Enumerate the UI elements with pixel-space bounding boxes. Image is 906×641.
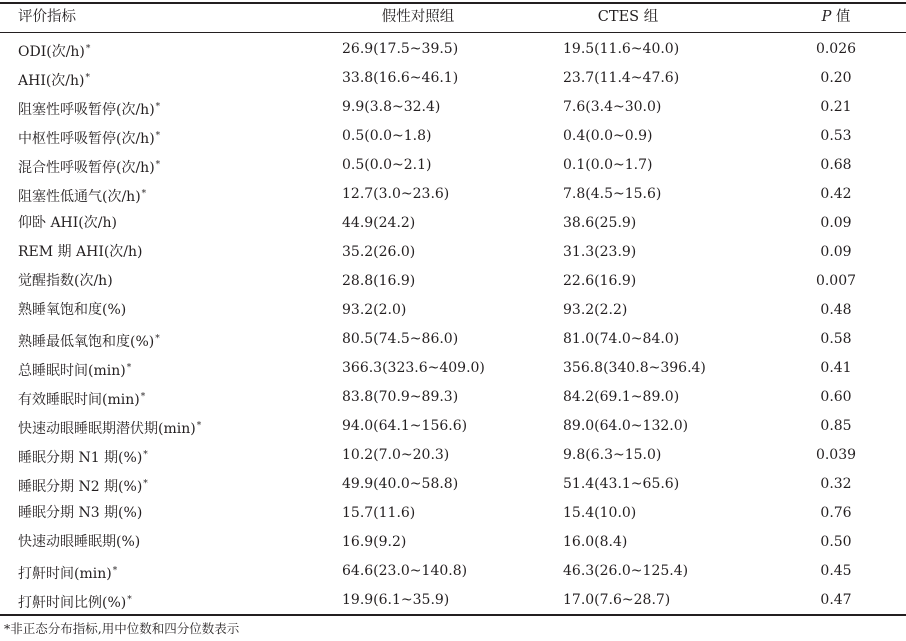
indicator-label: 总睡眠时间(min) <box>18 363 126 379</box>
header-indicator: 评价指标 <box>18 9 76 25</box>
table-row <box>0 354 906 383</box>
ctes-group-cell: 356.8(340.8~396.4) <box>563 360 706 376</box>
table-row <box>0 296 906 325</box>
ctes-group-cell: 15.4(10.0) <box>563 505 637 521</box>
p-value-cell: 0.32 <box>820 476 852 492</box>
ctes-group-cell: 7.6(3.4~30.0) <box>563 99 662 115</box>
indicator-label: 睡眠分期 N2 期(%) <box>18 479 143 495</box>
indicator-label: 仰卧 AHI(次/h) <box>18 215 117 231</box>
p-value-cell: 0.039 <box>815 447 857 463</box>
non-normal-marker: * <box>155 334 160 344</box>
indicator-label: 觉醒指数(次/h) <box>18 273 113 289</box>
non-normal-marker: * <box>141 189 147 199</box>
ctes-group-cell: 16.0(8.4) <box>563 534 628 550</box>
p-value-cell: 0.09 <box>820 244 852 260</box>
ctes-group-cell: 9.8(6.3~15.0) <box>563 447 662 463</box>
indicator-label: 睡眠分期 N1 期(%) <box>18 450 143 466</box>
table-row <box>0 151 906 180</box>
table-row <box>0 64 906 93</box>
indicator-label: 熟睡最低氧饱和度(%) <box>18 334 155 350</box>
table-header-rule <box>0 32 906 33</box>
p-value-cell: 0.42 <box>820 186 852 202</box>
sham-group-cell: 33.8(16.6~46.1) <box>342 70 459 86</box>
p-value-cell: 0.026 <box>815 41 857 57</box>
indicator-cell <box>18 383 145 412</box>
sham-group-cell: 64.6(23.0~140.8) <box>342 563 468 579</box>
indicator-cell <box>18 122 160 151</box>
indicator-cell <box>18 151 160 180</box>
sham-group-cell: 49.9(40.0~58.8) <box>342 476 459 492</box>
ctes-group-cell: 46.3(26.0~125.4) <box>563 563 689 579</box>
header-p-value <box>786 3 886 32</box>
table-row <box>0 499 906 528</box>
sham-group-cell: 35.2(26.0) <box>342 244 416 260</box>
table-row <box>0 93 906 122</box>
sham-group-cell: 0.5(0.0~2.1) <box>342 157 432 173</box>
ctes-group-cell: 38.6(25.9) <box>563 215 637 231</box>
table-row <box>0 238 906 267</box>
ctes-group-cell: 81.0(74.0~84.0) <box>563 331 680 347</box>
sham-group-cell: 12.7(3.0~23.6) <box>342 186 450 202</box>
ctes-group-cell: 22.6(16.9) <box>563 273 637 289</box>
p-value-cell: 0.21 <box>820 99 852 115</box>
table-row <box>0 35 906 64</box>
table-row <box>0 267 906 296</box>
indicator-label: AHI(次/h) <box>18 73 85 89</box>
table-row <box>0 557 906 586</box>
ctes-group-cell: 84.2(69.1~89.0) <box>563 389 680 405</box>
ctes-group-cell: 0.1(0.0~1.7) <box>563 157 653 173</box>
indicator-cell <box>18 267 113 296</box>
indicator-label: 阻塞性呼吸暂停(次/h) <box>18 102 155 118</box>
ctes-group-cell: 7.8(4.5~15.6) <box>563 186 662 202</box>
indicator-cell <box>18 209 117 238</box>
non-normal-marker: * <box>112 566 118 576</box>
sham-group-cell: 0.5(0.0~1.8) <box>342 128 432 144</box>
indicator-label: 混合性呼吸暂停(次/h) <box>18 160 155 176</box>
p-value-cell: 0.50 <box>820 534 852 550</box>
table-row <box>0 122 906 151</box>
table-row <box>0 325 906 354</box>
indicator-cell <box>18 238 143 267</box>
table-row <box>0 528 906 557</box>
sham-group-cell: 94.0(64.1~156.6) <box>342 418 468 434</box>
p-value-cell: 0.45 <box>820 563 852 579</box>
non-normal-marker: * <box>85 44 91 54</box>
sham-group-cell: 15.7(11.6) <box>342 505 416 521</box>
non-normal-marker: * <box>143 450 148 460</box>
table-footnote: *非正态分布指标,用中位数和四分位数表示 <box>4 621 240 636</box>
sham-group-cell: 10.2(7.0~20.3) <box>342 447 450 463</box>
ctes-group-cell: 51.4(43.1~65.6) <box>563 476 680 492</box>
table-row <box>0 209 906 238</box>
indicator-label: 睡眠分期 N3 期(%) <box>18 505 143 521</box>
table-row <box>0 383 906 412</box>
non-normal-marker: * <box>143 479 148 489</box>
indicator-cell <box>18 557 117 586</box>
non-normal-marker: * <box>155 131 161 141</box>
ctes-group-cell: 23.7(11.4~47.6) <box>563 70 680 86</box>
p-value-cell: 0.58 <box>820 331 852 347</box>
indicator-label: 阻塞性低通气(次/h) <box>18 189 141 205</box>
sham-group-cell: 44.9(24.2) <box>342 215 416 231</box>
indicator-cell <box>18 528 140 557</box>
indicator-cell <box>18 499 142 528</box>
indicator-cell <box>18 470 148 499</box>
p-value-cell: 0.60 <box>820 389 852 405</box>
sham-group-cell: 28.8(16.9) <box>342 273 416 289</box>
p-value-cell: 0.76 <box>820 505 852 521</box>
p-value-cell: 0.41 <box>820 360 852 376</box>
table-row <box>0 586 906 615</box>
indicator-label: 打鼾时间比例(%) <box>18 595 127 611</box>
ctes-group-cell: 93.2(2.2) <box>563 302 628 318</box>
sham-group-cell: 83.8(70.9~89.3) <box>342 389 459 405</box>
indicator-label: 快速动眼睡眠期潜伏期(min) <box>18 421 196 437</box>
header-p-suffix: 值 <box>831 9 851 25</box>
indicator-cell <box>18 354 131 383</box>
indicator-cell <box>18 64 90 93</box>
sham-group-cell: 9.9(3.8~32.4) <box>342 99 441 115</box>
header-p-letter: P <box>821 9 832 25</box>
sham-group-cell: 19.9(6.1~35.9) <box>342 592 450 608</box>
p-value-cell: 0.68 <box>820 157 852 173</box>
p-value-cell: 0.47 <box>820 592 852 608</box>
indicator-cell <box>18 296 126 325</box>
p-value-cell: 0.20 <box>820 70 852 86</box>
indicator-label: 中枢性呼吸暂停(次/h) <box>18 131 155 147</box>
sham-group-cell: 366.3(323.6~409.0) <box>342 360 485 376</box>
non-normal-marker: * <box>155 160 161 170</box>
indicator-label: REM 期 AHI(次/h) <box>18 244 143 260</box>
indicator-cell <box>18 93 160 122</box>
non-normal-marker: * <box>127 595 132 605</box>
p-value-cell: 0.85 <box>820 418 852 434</box>
table-row <box>0 180 906 209</box>
ctes-group-cell: 31.3(23.9) <box>563 244 637 260</box>
sham-group-cell: 26.9(17.5~39.5) <box>342 41 459 57</box>
table-row <box>0 441 906 470</box>
non-normal-marker: * <box>196 421 202 431</box>
non-normal-marker: * <box>126 363 132 373</box>
indicator-label: 熟睡氧饱和度(%) <box>18 302 127 318</box>
ctes-group-cell: 89.0(64.0~132.0) <box>563 418 689 434</box>
p-value-cell: 0.48 <box>820 302 852 318</box>
ctes-group-cell: 0.4(0.0~0.9) <box>563 128 653 144</box>
table-row <box>0 412 906 441</box>
table-bottom-rule <box>0 614 906 616</box>
ctes-group-cell: 17.0(7.6~28.7) <box>563 592 671 608</box>
table-row <box>0 470 906 499</box>
indicator-label: 打鼾时间(min) <box>18 566 112 582</box>
indicator-cell <box>18 412 201 441</box>
table-header-row <box>0 3 906 32</box>
indicator-cell <box>18 441 148 470</box>
sham-group-cell: 93.2(2.0) <box>342 302 407 318</box>
indicator-label: 快速动眼睡眠期(%) <box>18 534 141 550</box>
indicator-cell <box>18 180 146 209</box>
indicator-label: 有效睡眠时间(min) <box>18 392 140 408</box>
indicator-label: ODI(次/h) <box>18 44 85 60</box>
non-normal-marker: * <box>155 102 161 112</box>
header-sham-group: 假性对照组 <box>381 9 455 25</box>
ctes-group-cell: 19.5(11.6~40.0) <box>563 41 680 57</box>
p-value-cell: 0.53 <box>820 128 852 144</box>
indicator-cell <box>18 586 132 615</box>
header-ctes-group: CTES 组 <box>597 9 659 25</box>
sham-group-cell: 16.9(9.2) <box>342 534 407 550</box>
p-value-cell: 0.007 <box>815 273 857 289</box>
p-value-cell: 0.09 <box>820 215 852 231</box>
non-normal-marker: * <box>85 73 91 83</box>
sham-group-cell: 80.5(74.5~86.0) <box>342 331 459 347</box>
non-normal-marker: * <box>140 392 146 402</box>
indicator-cell <box>18 325 160 354</box>
indicator-cell <box>18 35 90 64</box>
